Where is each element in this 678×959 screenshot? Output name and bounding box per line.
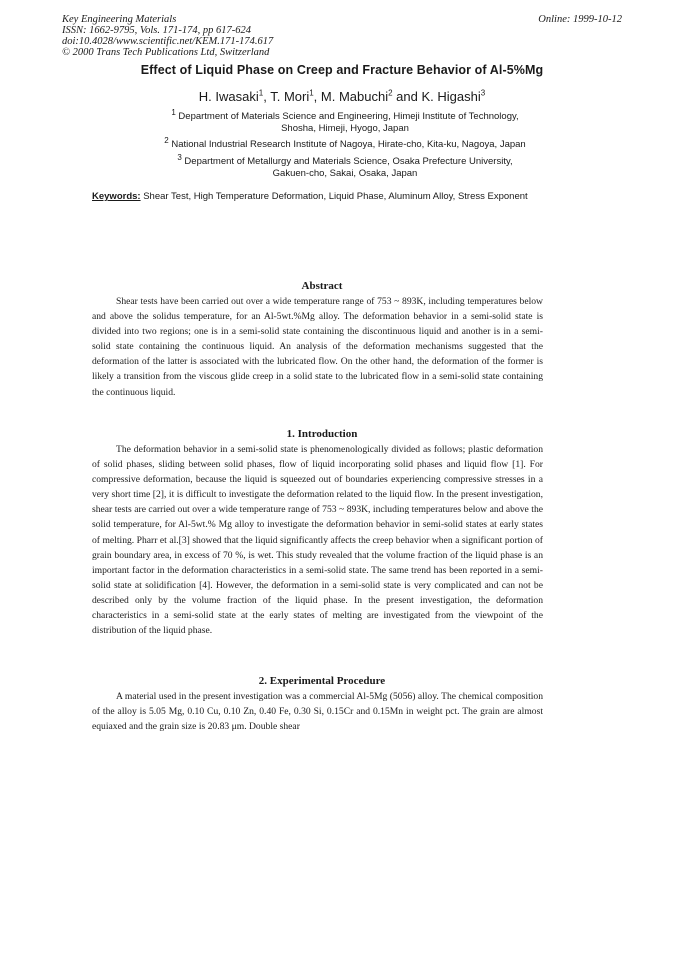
affiliation-line: National Industrial Research Institute of Nagoya, Hirate-cho, Kita-ku, Nagoya, Japan bbox=[171, 139, 526, 150]
affiliation-mark: 2 bbox=[164, 135, 169, 145]
affiliation-line: Department of Metallurgy and Materials Science, Osaka Prefecture University, bbox=[184, 156, 513, 167]
affiliation-3 bbox=[80, 152, 610, 180]
journal-header bbox=[62, 14, 622, 58]
affiliation-line: Shosha, Himeji, Hyogo, Japan bbox=[281, 123, 409, 134]
affiliation-2 bbox=[80, 135, 610, 151]
keywords-label: Keywords: bbox=[92, 191, 141, 202]
affiliation-line: Department of Materials Science and Engineering, Himeji Institute of Technology, bbox=[178, 111, 519, 122]
journal-name: Key Engineering Materials bbox=[62, 14, 177, 25]
author-affiliation-mark: 1 bbox=[309, 88, 314, 98]
online-date: Online: 1999-10-12 bbox=[538, 14, 622, 25]
author-affiliation-mark: 1 bbox=[258, 88, 264, 98]
keywords bbox=[92, 191, 552, 203]
author-list bbox=[62, 89, 622, 104]
keywords-text: Shear Test, High Temperature Deformation, Liquid Phase, Aluminum Alloy, Stress Exponent bbox=[143, 191, 528, 202]
copyright-line: © 2000 Trans Tech Publications Ltd, Switzerland bbox=[62, 47, 270, 58]
affiliation-line: Gakuen-cho, Sakai, Osaka, Japan bbox=[272, 168, 418, 179]
experimental-text: A material used in the present investigation was a commercial Al-5Mg (5056) alloy. The chemical composition of the alloy is 5.05 Mg, 0.10 Cu, 0.10 Zn, 0.40 Fe, 0.30 Si, 0.15Cr and 0.15Mn in weight pct. The grain are almost equiaxed and the grain size is 20.83 μm. Double shear bbox=[92, 691, 543, 733]
author-name: K. Higashi bbox=[421, 89, 481, 104]
introduction-heading: 1. Introduction bbox=[286, 428, 358, 440]
author-name: T. Mori bbox=[270, 89, 310, 104]
abstract-heading: Abstract bbox=[301, 280, 343, 292]
author-affiliation-mark: 3 bbox=[480, 88, 486, 98]
issn-line: ISSN: 1662-9795, Vols. 171-174, pp 617-624 bbox=[62, 25, 251, 36]
author-conjunction: and bbox=[392, 89, 422, 104]
author-separator: , bbox=[313, 89, 321, 104]
affiliation-mark: 1 bbox=[171, 107, 176, 117]
doi-line: doi:10.4028/www.scientific.net/KEM.171-174.617 bbox=[62, 36, 274, 47]
affiliation-mark: 3 bbox=[177, 152, 182, 162]
affiliation-1 bbox=[80, 107, 610, 135]
author-separator: , bbox=[263, 89, 271, 104]
paper-title: Effect of Liquid Phase on Creep and Fracture Behavior of Al-5%Mg bbox=[140, 63, 544, 77]
introduction-text: The deformation behavior in a semi-solid state is phenomenologically divided as follows; plastic deformation of solid phases, sliding between solid phases, flow of liquid incorporating solid phases and liquid flow [1]. For compressive deformation, because the liquid is squeezed out of boundaries experiencing compressive stresses in a very short time [2], it is difficult to investigate the deformation related to the liquid flow. In the present investigation, shear tests are carried out over a wide temperature range of 753 ~ 893K, including temperatures below and above the solid temperature, for Al-5wt.% Mg alloy to investigate the deformation behavior in semi-solid states at early states of melting. Pharr et al.[3] showed that the liquid significantly affects the creep behavior when a significant portion of grain boundary area, in excess of 70 %, is wet. This study revealed that the volume fraction of the liquid phase is an important factor in the deformation characteristics in a semi-solid state. The same trend has been reported in a semi-solid state at solidification [4]. However, the deformation in a semi-solid state is very complicated and can not be described only by the volume fraction of the liquid phase. In the present investigation, the deformation characteristics in a semi-solid state at the early states of melting are investigated from the viewpoint of the distribution of the liquid phase. bbox=[92, 444, 543, 637]
author-affiliation-mark: 2 bbox=[388, 88, 393, 98]
experimental-heading: 2. Experimental Procedure bbox=[258, 675, 386, 687]
author-name: H. Iwasaki bbox=[198, 89, 259, 104]
author-name: M. Mabuchi bbox=[320, 89, 389, 104]
abstract-text: Shear tests have been carried out over a wide temperature range of 753 ~ 893K, including temperatures below and above the solidus temperature, for an Al-5wt.%Mg alloy. The deformation behavior in a semi-solid state is divided into two regions; one is in a semi-solid state containing the discontinuous liquid and another is in a semi-solid state containing the continuous liquid. An analysis of the deformation mechanisms suggested that the deformation of the latter is associated with the lubricated flow. On the other hand, the deformation of the former is likely a transition from the viscous glide creep in a solid state to the lubricated flow in a semi-solid state containing the continuous liquid. bbox=[92, 296, 543, 398]
